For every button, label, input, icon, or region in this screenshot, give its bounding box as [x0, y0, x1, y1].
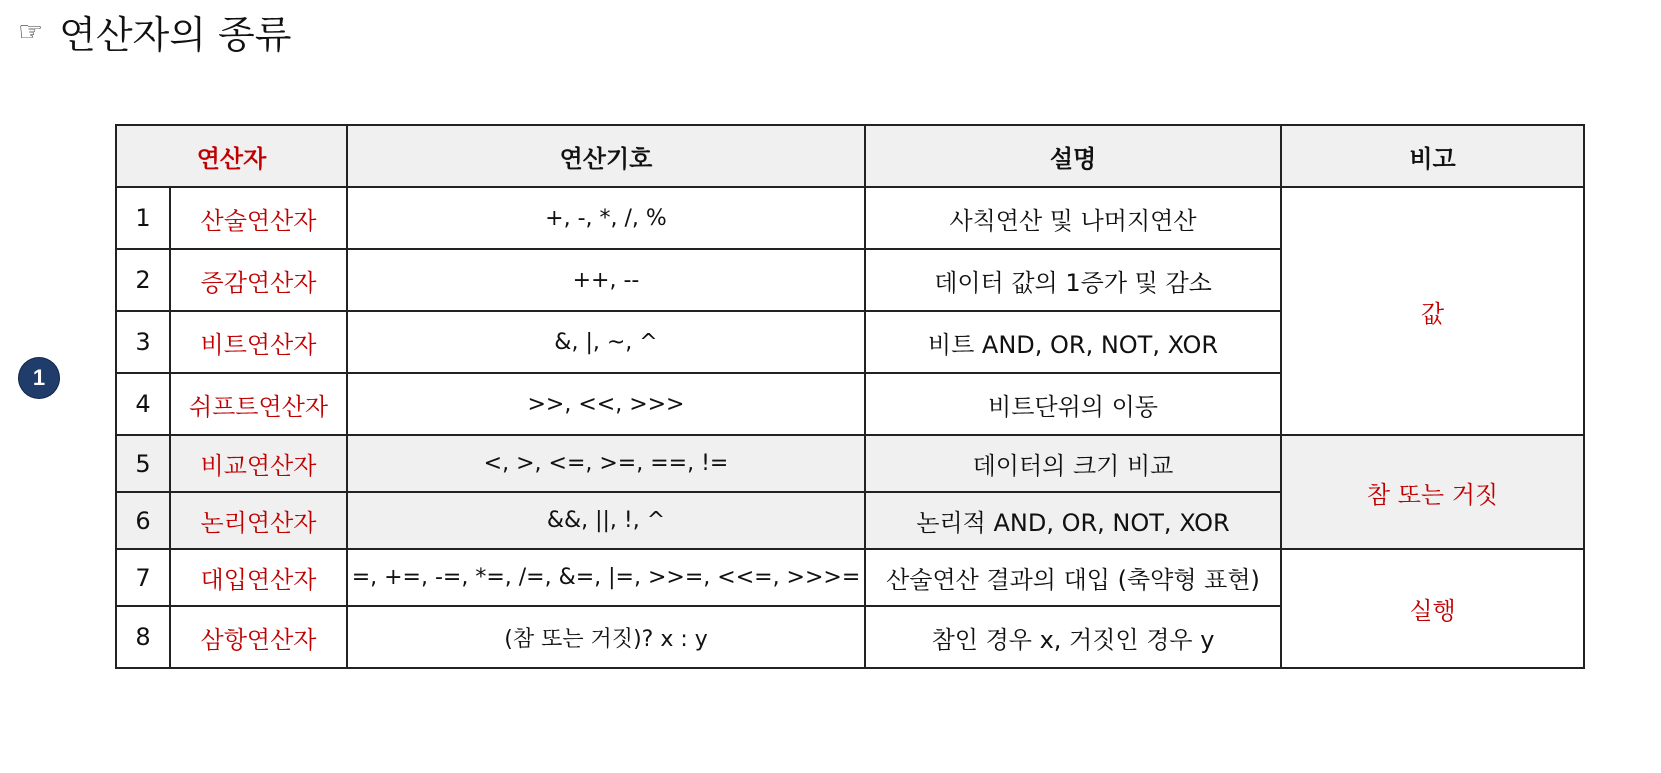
table-row: [116, 187, 1584, 249]
operator-table: [115, 124, 1585, 669]
row-number: 2: [116, 249, 170, 311]
row-number: 5: [116, 435, 170, 492]
operator-name: 쉬프트연산자: [170, 373, 347, 435]
row-number: 4: [116, 373, 170, 435]
table-header-row: [116, 125, 1584, 187]
operator-name: 삼항연산자: [170, 606, 347, 668]
operator-symbol: &, |, ~, ^: [347, 311, 865, 373]
operator-name: 증감연산자: [170, 249, 347, 311]
operator-symbol: =, +=, -=, *=, /=, &=, |=, >>=, <<=, >>>=: [347, 549, 865, 606]
header-symbol: 연산기호: [347, 125, 865, 187]
operator-description: 데이터의 크기 비교: [865, 435, 1281, 492]
pointing-hand-icon: ☞: [18, 14, 44, 48]
operator-name: 산술연산자: [170, 187, 347, 249]
page-title-text: 연산자의 종류: [59, 12, 292, 57]
row-number: 3: [116, 311, 170, 373]
note-exec: 실행: [1281, 549, 1584, 668]
operator-description: 산술연산 결과의 대입 (축약형 표현): [865, 549, 1281, 606]
note-truth: 참 또는 거짓: [1281, 435, 1584, 549]
operator-description: 사칙연산 및 나머지연산: [865, 187, 1281, 249]
header-note: 비고: [1281, 125, 1584, 187]
operator-description: 비트 AND, OR, NOT, XOR: [865, 311, 1281, 373]
operator-description: 비트단위의 이동: [865, 373, 1281, 435]
operator-description: 데이터 값의 1증가 및 감소: [865, 249, 1281, 311]
operator-symbol: <, >, <=, >=, ==, !=: [347, 435, 865, 492]
operator-symbol: (참 또는 거짓)? x : y: [347, 606, 865, 668]
step-marker-badge: 1: [19, 358, 59, 398]
table-row: [116, 549, 1584, 606]
row-number: 8: [116, 606, 170, 668]
operator-description: 참인 경우 x, 거짓인 경우 y: [865, 606, 1281, 668]
header-operator: 연산자: [116, 125, 347, 187]
operator-name: 비교연산자: [170, 435, 347, 492]
operator-name: 논리연산자: [170, 492, 347, 549]
table-row: [116, 435, 1584, 492]
operator-name: 대입연산자: [170, 549, 347, 606]
operator-symbol: &&, ||, !, ^: [347, 492, 865, 549]
operator-symbol: >>, <<, >>>: [347, 373, 865, 435]
operator-symbol: +, -, *, /, %: [347, 187, 865, 249]
row-number: 6: [116, 492, 170, 549]
row-number: 1: [116, 187, 170, 249]
header-description: 설명: [865, 125, 1281, 187]
operator-name: 비트연산자: [170, 311, 347, 373]
note-value: 값: [1281, 187, 1584, 435]
page-title: [18, 6, 291, 56]
row-number: 7: [116, 549, 170, 606]
operator-description: 논리적 AND, OR, NOT, XOR: [865, 492, 1281, 549]
operator-symbol: ++, --: [347, 249, 865, 311]
